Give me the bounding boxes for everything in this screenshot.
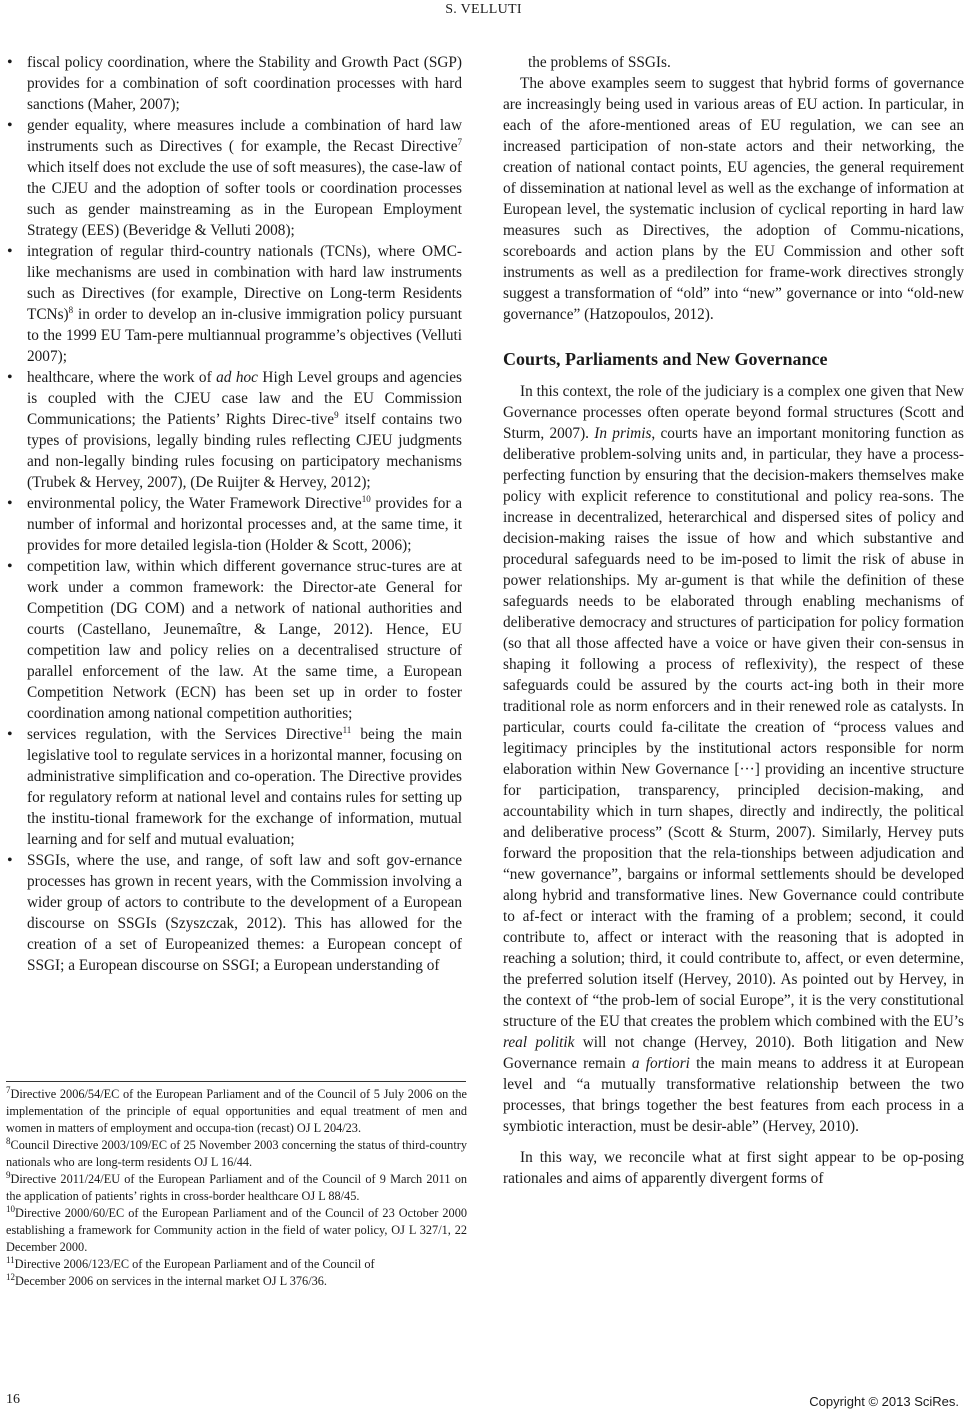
paragraph: In this way, we reconcile what at first sight appear to be op-posing rationales and aims of apparently divergent forms of	[503, 1149, 964, 1187]
footnote: $^9$Directive 2011/24/EU of the European Parliament and of the Council of 9 March 2011 on the application of patients’ rights in cross-border healthcare OJ L 88/45.	[6, 1169, 467, 1203]
footnote: $^{10}$Directive 2000/60/EC of the European Parliament and of the Council of 23 October 2000 establishing a framework for Community action in the field of water policy, OJ L 327/1, 22 December 2000.	[6, 1203, 467, 1254]
footnote-rule	[6, 1081, 466, 1082]
list-item: • environmental policy, the Water Framework Directive$^{10}$ provides for a number of informal and horizontal processes and, at the same time, it provides for more detailed legisla-tion (Holder & Scott, 2006);	[6, 493, 462, 556]
running-header: S. VELLUTI	[445, 2, 522, 17]
paragraph: The above examples seem to suggest that hybrid forms of governance are increasingly being used in various areas of EU action. In particular, in each of the afore-mentioned areas of EU regulation, we can see an increased participation of non-state actors and their networking, the creation of national contact points, EU agencies, the general requirement of dissemination at national level as well as the exchange of information at European level, the systematic inclusion of cyclical reporting in hard law measures such as Directives, the adoption of Commu-nications, scoreboards and action plans by the EU Commission and other soft instruments as well as a predilection for frame-work directives strongly suggest a transformation of “old” into “new” governance or into “old-new governance” (Hatzopoulos, 2012).	[503, 75, 964, 323]
copyright: Copyright © 2013 SciRes.	[809, 1394, 959, 1409]
footnote-ref: 7	[457, 136, 462, 147]
footnote-ref: 9	[334, 409, 339, 420]
footnote: $^{11}$Directive 2006/123/EC of the European Parliament and of the Council of	[6, 1254, 375, 1271]
list-item: • competition law, within which different governance struc-tures are at work under a common framework: the Director-ate General for Competition (DG COM) and a network of national authorities and courts (Castellano, Jeunemaître, & Lange, 2012). Hence, EU competition law and policy relies on a decentralised structure of parallel enforcement of the law. At the same time, a European Competition Network (ECN) has been set up in order to foster coordination among national competition authorities;	[6, 556, 462, 724]
section-heading: Courts, Parliaments and New Governance	[503, 349, 828, 369]
governance-areas-list	[6, 52, 462, 976]
list-item: • healthcare, where the work of ad hoc High Level groups and agencies is coupled with the CJEU case law and the EU Commission Communications; the Patients’ Rights Direc-tive$^9$ itself contains two types of provisions, legally binding rules reflecting CJEU judgments and non-legally binding rules focusing on participatory mechanisms (Trubek & Hervey, 2007), (De Ruijter & Hervey, 2012);	[6, 367, 462, 493]
footnote: $^7$Directive 2006/54/EC of the European Parliament and of the Council of 5 July 2006 on the implementation of the principle of equal opportunities and equal treatment of men and women in matters of employment and occupa-tion (recast) OJ L 204/23.	[6, 1084, 467, 1135]
footnote-ref: 8	[68, 304, 74, 315]
list-item: • gender equality, where measures include a combination of hard law instruments such as Directives ( for example, the Recast Directive$^7$ which itself does not exclude the use of soft measures), the case-law of the CJEU and the adoption of softer tools or coordination processes such as gender mainstreaming as in the European Employment Strategy (EES) (Beveridge & Velluti 2008);	[6, 115, 462, 241]
page-number: 16	[6, 1392, 20, 1407]
footnote-ref: 11	[342, 724, 352, 735]
left-column	[6, 52, 467, 1288]
footnote: $^8$Council Directive 2003/109/EC of 25 November 2003 concerning the status of third-country nationals who are long-term residents OJ L 16/44.	[6, 1135, 467, 1169]
footnote-ref: 10	[361, 493, 371, 504]
list-continuation: the problems of SSGIs.	[528, 54, 671, 71]
list-item: • SSGIs, where the use, and range, of soft law and soft gov-ernance processes has grown in recent years, with the Commission involving a wider group of actors to contribute to the development of a European discourse on SSGIs (Szyszczak, 2012). This has allowed for the creation of a set of Europeanized themes: a European concept of SSGI; a European discourse on SSGI; a European understanding of	[6, 850, 462, 976]
footnotes	[6, 1086, 467, 1290]
list-item: • services regulation, with the Services Directive$^{11}$ being the main legislative tool to regulate services in a horizontal manner, focusing on administrative simplification and co-operation. The Directive provides for regulatory reform at national level and contains rules for setting up the institu-tional framework for the exchange of information, mutual learning and for self and mutual evaluation;	[6, 724, 462, 850]
paragraph: In this context, the role of the judiciary is a complex one given that New Governance processes often operate beyond formal structures (Scott and Sturm, 2007). In primis, courts have an important monitoring function as deliberative problem-solving units and, in particular, they have a process-perfecting function by ensuring that the decision-makers themselves make policy with explicit reference to constitutional and policy rea-sons. The increase in decentralized, heterarchical and dispersed sites of policy and decision-making raises the issue of how and which substantive and procedural safeguards need to be im-posed to limit the risk of abuse in power relationships. My ar-gument is that while the definition of these safeguards needs to be elaborated through enabling mechanisms of deliberative democracy and structures of participation for policy formation (so that all those affected have a voice or have given their con-sensus in shaping it following a process of reflexivity), the respect of these safeguards could be assured by the courts act-ing both in their more traditional role as norm enforcers and in their renewed role as catalysts. In particular, courts could fa-cilitate the creation of “process values and legitimacy principles by the institutional actors responsible for norm elaboration within New Governance [···] providing an incentive structure for participation, transparency, principled decision-making, and accountability which in turn shapes, directly and indirectly, the political and deliberative process” (Scott & Sturm, 2007). Similarly, Hervey puts forward the proposition that the rela-tionships between adjudication and “new governance”, bargains or informal settlements should be developed along hybrid and transformative lines. New Governance could contribute to af-fect or interact with the framing of a problem; second, it could contribute to, affect or interact with the reasoning that is adopted in reaching a solution; third, it could contribute to, affect, or even determine, the preferred solution itself (Hervey, 2010). As pointed out by Hervey, in the context of “the prob-lem of social Europe”, it is the very constitutional structure of the EU that creates the problem which combined with the EU’s real politik will not change (Hervey, 2010). Both litigation and New Governance remain a fortiori the main means to address it at European level and “a mutually transformative relationship between the two processes, that brings together the best features from each process in a symbiotic interaction, must be desir-able” (Hervey, 2010).	[503, 383, 964, 1135]
list-item: • integration of regular third-country nationals (TCNs), where OMC-like mechanisms are used in combination with hard law instruments such as Directives (for example, Directive on Long-term Residents TCNs)$^8$ in order to develop an in-clusive immigration policy pursuant to the 1999 EU Tam-pere multiannual programme’s objectives (Velluti 2007);	[6, 241, 462, 367]
list-item: • fiscal policy coordination, where the Stability and Growth Pact (SGP) provides for a combination of soft coordination processes with hard sanctions (Maher, 2007);	[6, 52, 462, 115]
footnote: $^{12}$December 2006 on services in the internal market OJ L 376/36.	[6, 1271, 327, 1288]
right-column	[503, 52, 964, 1189]
